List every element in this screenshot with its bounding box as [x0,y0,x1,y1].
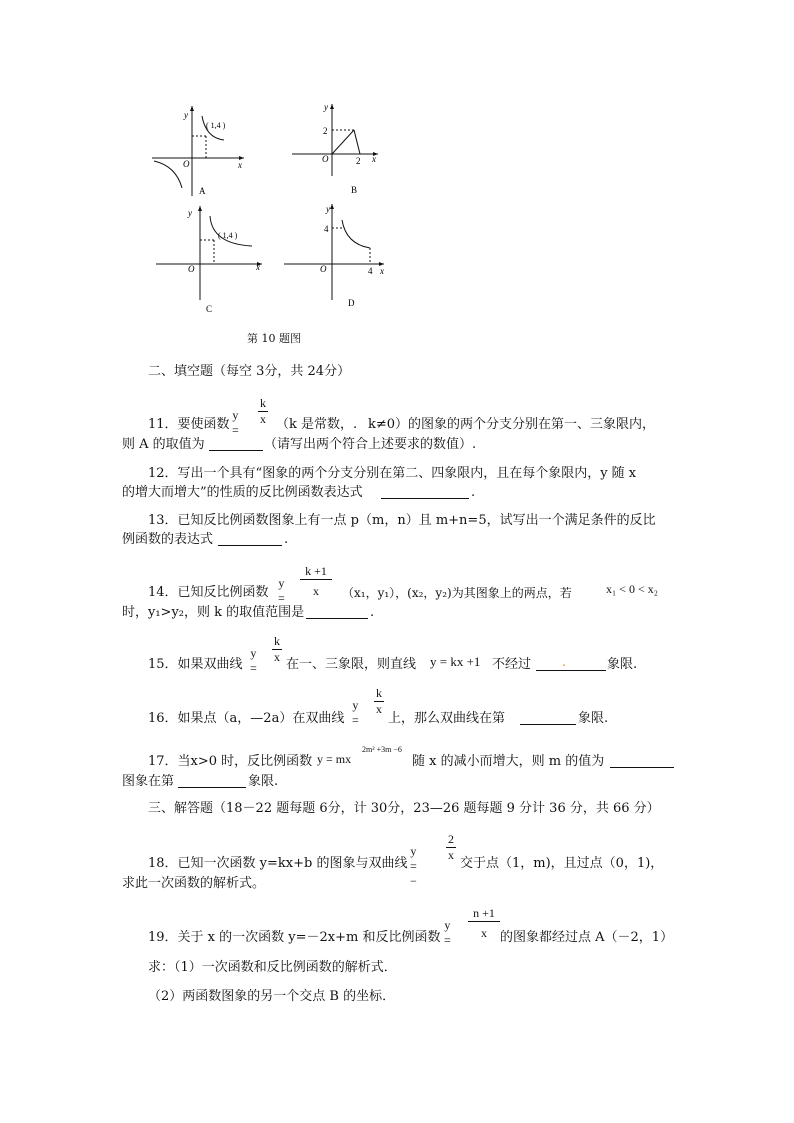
q17-exponent: 2m² +3m −6 [362,745,402,754]
fig-a-x-label: x [238,160,242,170]
q15-mid: 在一、三象限，则直线 [286,657,417,672]
fig-c-x-label: x [256,262,260,272]
q15-answer-blank[interactable] [536,657,606,671]
fig-d-label: D [348,298,355,308]
q13-line2-end: . [284,532,289,547]
q11-post: （k 是常数， [276,417,354,432]
q11-answer-blank[interactable] [209,437,263,451]
fig-b-label: B [351,185,358,195]
q16-answer-blank[interactable] [520,711,576,725]
fig-c-origin: O [188,264,195,274]
figure-caption: 第 10 题图 [247,332,301,345]
fig-b-tick-y: 2 [323,126,328,136]
q15-mid2: 不经过 [492,657,532,672]
q19-frac-num: n +1 [473,906,495,920]
q11-pre: 11．要使函数 [148,417,230,432]
q19-pre: 19．关于 x 的一次函数 y=－2x+m 和反比例函数 [148,930,441,945]
q14-frac-den: x [313,584,319,598]
fig-d-y-label: y [326,204,330,214]
q18-pre: 18．已知一次函数 y=kx+b 的图象与双曲线 [148,856,408,871]
q13-line2: 例函数的表达式 [122,532,214,547]
fig-c-label: C [206,304,213,314]
q14-answer-blank[interactable] [306,605,368,619]
fig-b-tick-x: 2 [356,156,361,166]
fig-d-tick-y: 4 [324,224,329,234]
q13-answer-blank[interactable] [218,532,282,546]
q14-line2-end: . [370,605,375,620]
q18-line2: 求此一次函数的解析式。 [122,876,266,891]
fig-a-y-label: y [184,110,188,120]
q14-line2: 时，y₁>y₂，则 k 的取值范围是 [122,605,305,620]
q15-end: 象限. [607,657,638,672]
fig-c-y-label: y [188,208,192,218]
q16-end: 象限. [578,711,609,726]
q11-line2b: （请写出两个符合上述要求的数值）. [264,437,477,452]
q18-frac-y: y = − [410,844,417,888]
q15-line-eq: y = kx +1 [430,654,481,669]
q18-frac-num: 2 [448,832,454,846]
figure-b [288,100,388,200]
q14-mid: （x₁，y₁），(x₂，y₂)为其图象上的两点，若 [342,586,572,600]
figure-a [148,100,248,200]
q15-frac-num: k [274,634,280,648]
q17-answer-blank-2[interactable] [178,774,246,788]
q19-frac-y: y = [444,918,451,947]
section2-heading: 二、填空题（每空 3分，共 24分） [148,364,351,379]
q19-line2: 求：（1）一次函数和反比例函数的解析式． [148,960,397,975]
q13-line1: 13．已知反比例函数图象上有一点 p（m，n）且 m+n=5，试写出一个满足条件的反比 [148,513,656,528]
fig-b-y-label: y [324,102,328,112]
fig-a-point-label: ( 1,4 ) [206,121,226,130]
q16-frac-den: x [376,702,382,716]
q17-pre: 17．当x>0 时，反比例函数 [148,754,313,769]
figure-c [152,200,270,316]
q16-mid: 上，那么双曲线在第 [388,711,506,726]
fig-a-origin: O [183,159,190,169]
q12-line1: 12．写出一个具有“图象的两个分支分别在第二、四象限内，且在每个象限内，y 随 x [148,466,637,481]
fig-c-point-label: ( 1,4 ) [218,231,238,240]
q11-frac-den: x [260,412,266,426]
q17-line2-end: 象限. [248,774,279,789]
section3-heading: 三、解答题（18－22 题每题 6分，计 30分，23—26 题每题 9 分计 36 分，共 66 分） [148,801,660,816]
q15-frac-den: x [274,650,280,664]
q19-line3: （2）两函数图象的另一个交点 B 的坐标． [148,989,396,1004]
fig-b-x-label: x [372,154,376,164]
q17-line2: 图象在第 [122,774,175,789]
q15-dot: . [562,655,567,670]
q17-func: y = mx [317,752,352,766]
q14-inequality: x₁ < 0 < x₂ [606,582,658,596]
fig-d-origin: O [320,264,327,274]
fig-d-x-label: x [380,266,384,276]
q11-frac-y: y = [232,408,239,437]
q16-frac-y: y = [352,698,359,727]
q11-post2: k≠0）的图象的两个分支分别在第一、三象限内， [368,417,656,432]
q11-line2a: 则 A 的取值为 [122,437,205,452]
q12-answer-blank[interactable] [381,485,469,499]
q17-mid: 随 x 的减小而增大，则 m 的值为 [412,754,605,769]
q14-pre: 14．已知反比例函数 [148,585,269,600]
q19-post: 的图象都经过点 A（－2，1） [500,930,674,945]
figure-d [280,200,390,316]
q16-pre: 16．如果点（a，—2a）在双曲线 [148,711,345,726]
q11-frac-num: k [260,396,266,410]
q11-dot: . [353,417,358,432]
q16-frac-num: k [376,686,382,700]
fig-b-origin: O [322,154,329,164]
q14-frac-num: k +1 [305,564,327,578]
q18-post: 交于点（1，m)，且过点（0，1)， [460,856,664,871]
q15-frac-y: y = [250,646,257,675]
q15-pre: 15．如果双曲线 [148,657,243,672]
q17-answer-blank-1[interactable] [610,754,674,768]
fig-a-label: A [199,186,206,196]
q19-frac-den: x [481,926,487,940]
q14-frac-y: y = [278,576,285,605]
q12-line2: 的增大而增大”的性质的反比例函数表达式 [122,485,363,500]
fig-d-tick-x: 4 [368,266,373,276]
q18-frac-den: x [448,848,454,862]
q12-line2-end: . [471,485,476,500]
